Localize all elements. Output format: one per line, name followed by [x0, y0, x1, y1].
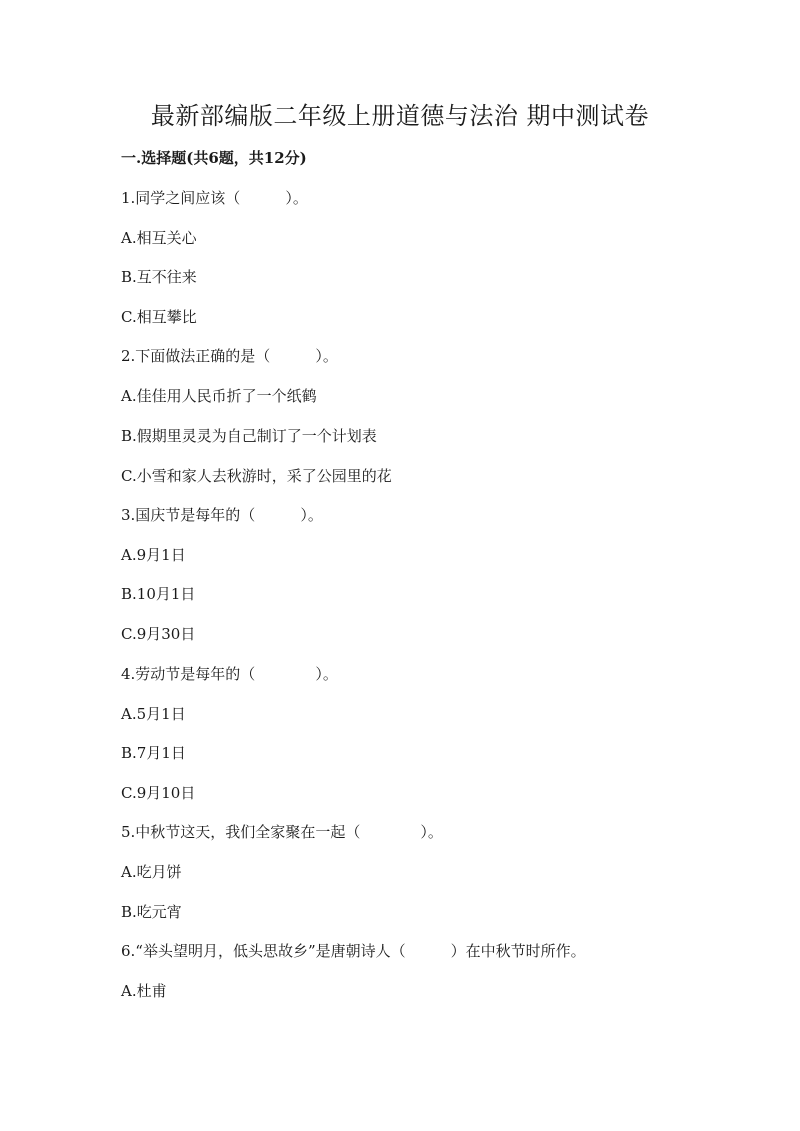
question-6-option-a: A.杜甫	[121, 982, 167, 1000]
question-3-option-b: B.10月1日	[121, 585, 196, 603]
question-2-option-a: A.佳佳用人民币折了一个纸鹤	[121, 387, 317, 405]
question-6-stem: 6.“举头望明月，低头思故乡”是唐朝诗人（ ）在中秋节时所作。	[121, 942, 586, 960]
section-heading: 一.选择题(共6题，共12分)	[121, 149, 307, 167]
page-title: 最新部编版二年级上册道德与法治 期中测试卷	[150, 102, 650, 130]
question-1-option-b: B.互不往来	[121, 268, 197, 286]
question-2-stem: 2.下面做法正确的是（ ）。	[121, 347, 338, 365]
question-3-stem: 3.国庆节是每年的（ ）。	[121, 506, 323, 524]
question-5-option-a: A.吃月饼	[121, 863, 182, 881]
question-4-stem: 4.劳动节是每年的（ ）。	[121, 665, 338, 683]
question-4-option-b: B.7月1日	[121, 744, 186, 762]
question-5-option-b: B.吃元宵	[121, 903, 182, 921]
question-5-stem: 5.中秋节这天，我们全家聚在一起（ ）。	[121, 823, 443, 841]
question-3-option-a: A.9月1日	[121, 546, 186, 564]
question-3-option-c: C.9月30日	[121, 625, 196, 643]
question-1-stem: 1.同学之间应该（ ）。	[121, 189, 308, 207]
question-4-option-a: A.5月1日	[121, 705, 186, 723]
question-1-option-a: A.相互关心	[121, 229, 197, 247]
question-4-option-c: C.9月10日	[121, 784, 196, 802]
question-1-option-c: C.相互攀比	[121, 308, 197, 326]
question-2-option-c: C.小雪和家人去秋游时，采了公园里的花	[121, 467, 392, 485]
question-2-option-b: B.假期里灵灵为自己制订了一个计划表	[121, 427, 377, 445]
